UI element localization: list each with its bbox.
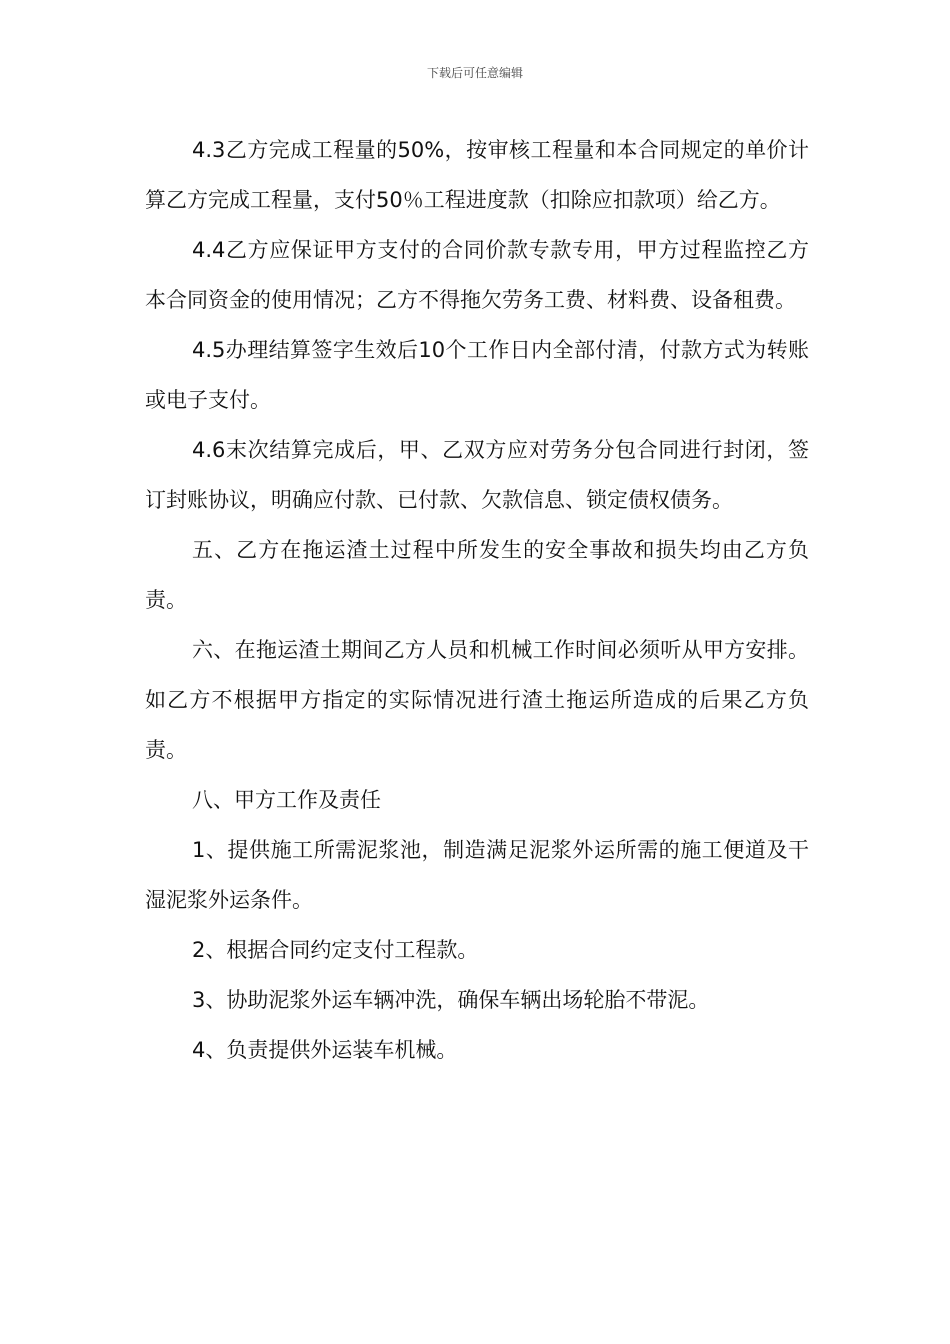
paragraph-4-4: 4.4乙方应保证甲方支付的合同价款专款专用，甲方过程监控乙方本合同资金的使用情况；乙方不得拖欠劳务工费、材料费、设备租费。 [145,238,809,312]
section-heading-8: 八、甲方工作及责任 [192,788,381,812]
paragraph-4-3: 4.3乙方完成工程量的50%，按审核工程量和本合同规定的单价计算乙方完成工程量，支付50％工程进度款（扣除应扣款项）给乙方。 [145,138,809,212]
list-item-2: 2、根据合同约定支付工程款。 [192,938,479,962]
list-item-1: 1、提供施工所需泥浆池，制造满足泥浆外运所需的施工便道及干湿泥浆外运条件。 [145,838,809,912]
list-item-4: 4、负责提供外运装车机械。 [192,1038,458,1062]
paragraph-section-6: 六、在拖运渣土期间乙方人员和机械工作时间必须听从甲方安排。如乙方不根据甲方指定的实际情况进行渣土拖运所造成的后果乙方负责。 [145,638,809,762]
paragraph-section-5: 五、乙方在拖运渣土过程中所发生的安全事故和损失均由乙方负责。 [145,538,809,612]
paragraph-4-5: 4.5办理结算签字生效后10个工作日内全部付清，付款方式为转账或电子支付。 [145,338,809,412]
paragraph-4-6: 4.6末次结算完成后，甲、乙双方应对劳务分包合同进行封闭，签订封账协议，明确应付款、已付款、欠款信息、锁定债权债务。 [145,438,809,512]
document-body [145,125,809,1075]
list-item-3: 3、协助泥浆外运车辆冲洗，确保车辆出场轮胎不带泥。 [192,988,710,1012]
page-header: 下载后可任意编辑 [426,66,523,80]
